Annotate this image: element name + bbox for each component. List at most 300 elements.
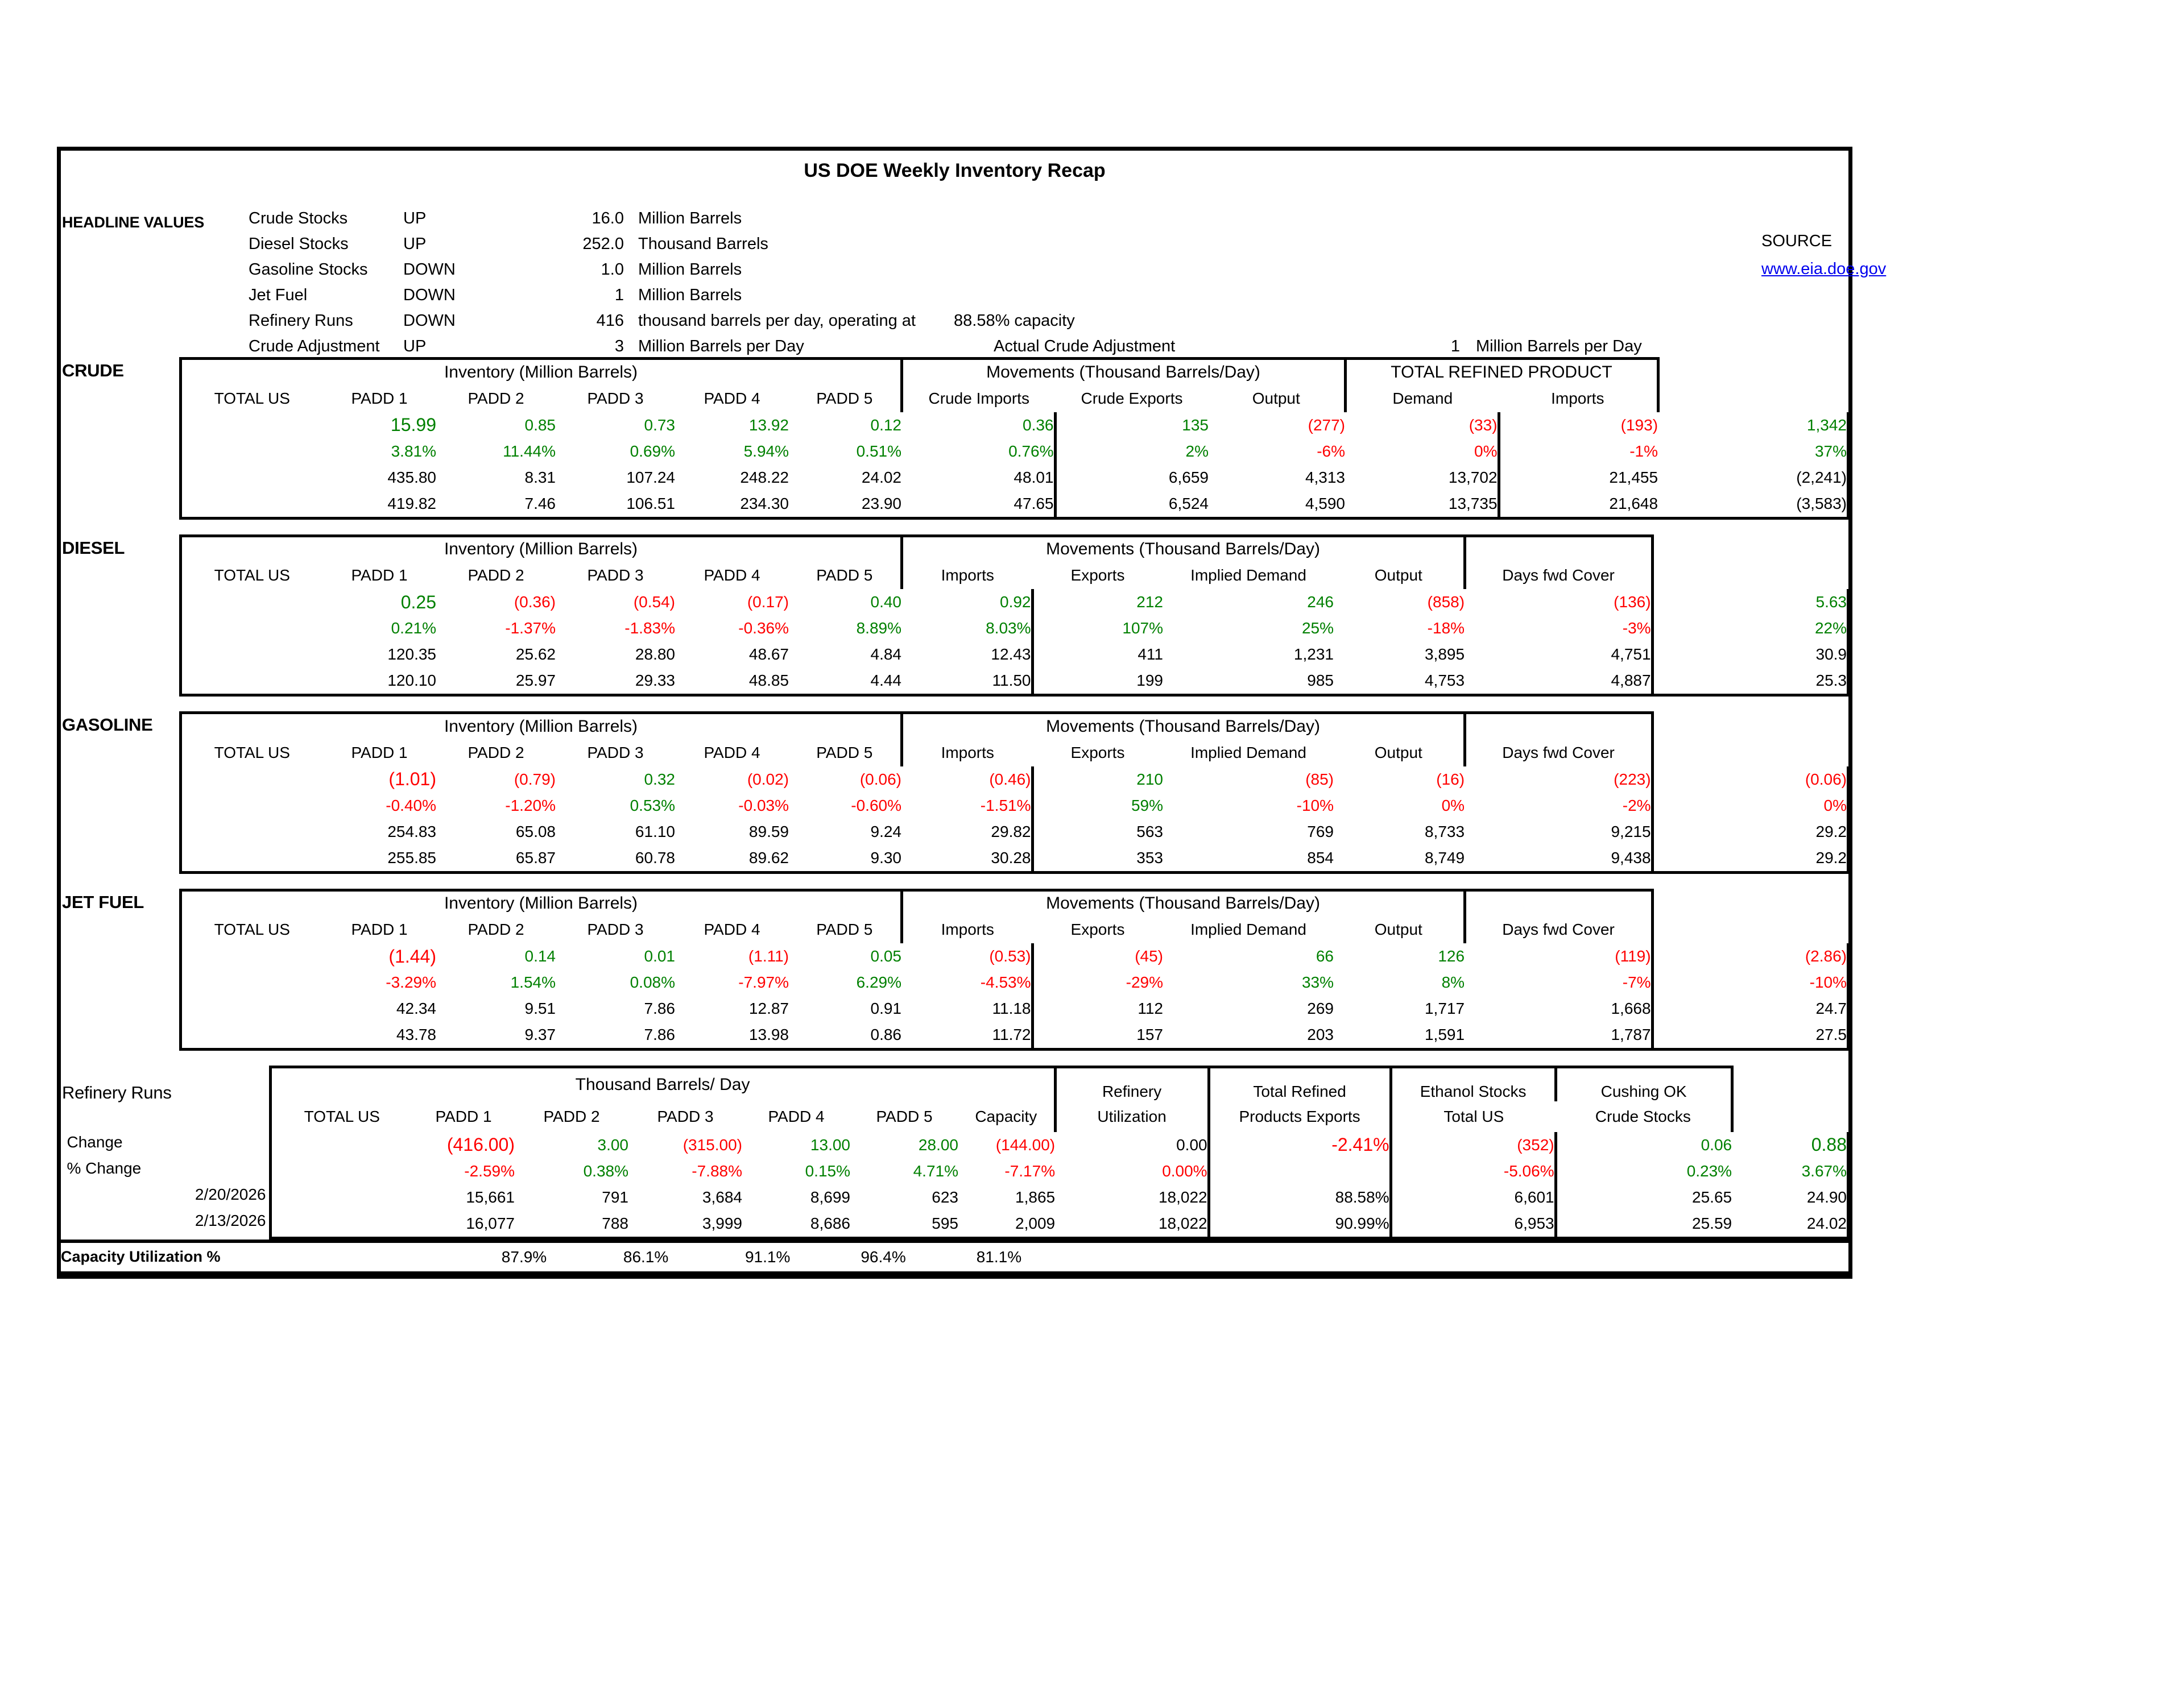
page-title: US DOE Weekly Inventory Recap — [804, 160, 1106, 181]
cell-refinery-change-capacity: 0.00 — [1176, 1135, 1207, 1154]
diesel-inventory-group-header: Inventory (Million Barrels) — [180, 536, 901, 562]
col-imports: Imports — [901, 562, 1032, 589]
headline-unit: Million Barrels per Day — [638, 337, 804, 355]
jetfuel-inventory-group-header: Inventory (Million Barrels) — [180, 890, 901, 916]
crude-change-row — [61, 412, 1848, 438]
cell-crude-change-padd3: 13.92 — [748, 416, 789, 434]
section-title-jet-fuel: JET FUEL — [62, 892, 144, 912]
cell-caputil-padd1: 87.9% — [501, 1247, 547, 1266]
refinery-table — [61, 1066, 1850, 1240]
jetfuel-change-row — [61, 943, 1848, 969]
col-output: Output — [1374, 743, 1422, 761]
cell-gasoline-pri-imports: 353 — [1032, 845, 1163, 873]
jetfuel-table — [61, 889, 1850, 1051]
refinery-runs-group-header: Thousand Barrels/ Day — [270, 1067, 1055, 1101]
cell-gasoline-change-total: (1.01) — [388, 769, 436, 789]
cell-diesel-change-padd4: 0.40 — [870, 593, 901, 611]
cell-crude-pri-demand: 21,648 — [1499, 491, 1658, 519]
jetfuel-column-header-row — [61, 916, 1848, 943]
gasoline-column-header-row — [61, 739, 1848, 766]
cell-jetfuel-pct-output: -7% — [1622, 973, 1651, 991]
cell-refinery-cur-exports: 6,601 — [1391, 1184, 1556, 1211]
cell-gasoline-pri-padd2: 60.78 — [556, 845, 675, 873]
cell-jetfuel-cur-imports: 112 — [1032, 996, 1163, 1022]
cell-diesel-pri-implied: 4,753 — [1334, 668, 1465, 695]
cell-gasoline-pct-implied: 0% — [1441, 796, 1465, 814]
col-crude-output: Output — [1252, 389, 1300, 407]
cell-gasoline-change-output: (223) — [1614, 770, 1651, 788]
headline-name: Refinery Runs — [249, 312, 353, 330]
cell-gasoline-cur-imports: 563 — [1032, 819, 1163, 845]
headline-value: 1.0 — [601, 260, 624, 279]
cell-crude-pri-padd2: 106.51 — [556, 491, 675, 519]
cell-jetfuel-pct-implied: 8% — [1441, 973, 1465, 991]
crude-pct-row — [61, 438, 1848, 465]
jetfuel-prior-row — [61, 1022, 1848, 1050]
cell-caputil-total — [285, 1241, 437, 1273]
cell-gasoline-pri-implied: 8,749 — [1334, 845, 1465, 873]
cell-diesel-pct-cover: 22% — [1652, 615, 1848, 641]
cell-gasoline-change-imports: 210 — [1032, 766, 1163, 793]
cell-diesel-change-implied: (858) — [1427, 593, 1465, 611]
cell-gasoline-pri-output: 9,438 — [1465, 845, 1652, 873]
cell-diesel-pri-imports: 199 — [1032, 668, 1163, 695]
cell-jetfuel-pri-total: 43.78 — [322, 1022, 436, 1050]
cell-refinery-pct-padd3: 0.15% — [805, 1162, 850, 1180]
cell-jetfuel-change-padd2: 0.01 — [644, 947, 675, 965]
headline-value: 1 — [614, 286, 624, 304]
cell-refinery-change-padd1: 3.00 — [597, 1135, 628, 1154]
cell-diesel-change-padd1: (0.36) — [514, 593, 556, 611]
gasoline-current-row — [61, 819, 1848, 845]
cell-diesel-change-total: 0.25 — [400, 591, 436, 612]
col-padd1: PADD 1 — [351, 389, 408, 407]
headline-name: Jet Fuel — [249, 286, 308, 304]
cell-gasoline-pri-padd3: 89.62 — [675, 845, 789, 873]
cell-crude-change-total: 15.99 — [390, 415, 436, 435]
cell-crude-pri-padd3: 234.30 — [675, 491, 789, 519]
col-total-us: TOTAL US — [180, 916, 322, 943]
cell-diesel-pri-exports: 985 — [1163, 668, 1334, 695]
cell-gasoline-pri-padd5: 30.28 — [901, 845, 1032, 873]
crude-current-row — [61, 465, 1848, 491]
col-padd4: PADD 4 — [704, 566, 760, 584]
cell-caputil-padd3: 91.1% — [744, 1247, 791, 1266]
cell-gasoline-pct-total: -0.40% — [386, 796, 436, 814]
col-padd5: PADD 5 — [816, 921, 873, 938]
gasoline-movements-group-header: Movements (Thousand Barrels/Day) — [901, 713, 1465, 739]
section-jet-fuel — [61, 889, 1848, 1051]
cell-jetfuel-pct-padd4: 6.29% — [856, 973, 901, 991]
cell-gasoline-pct-exports: -10% — [1296, 796, 1334, 814]
cell-diesel-pct-padd5: 8.03% — [986, 619, 1031, 637]
cell-gasoline-pct-padd3: -0.03% — [738, 796, 789, 814]
crude-group-header-row — [61, 359, 1848, 385]
cell-jetfuel-pri-implied: 1,591 — [1334, 1022, 1465, 1050]
col-padd3: PADD 3 — [587, 566, 644, 584]
cell-gasoline-change-padd5: (0.46) — [989, 770, 1031, 788]
cell-refinery-pri-padd2: 3,999 — [628, 1211, 742, 1238]
cell-crude-change-padd2: 0.73 — [644, 416, 675, 434]
cell-gasoline-change-exports: (85) — [1305, 770, 1334, 788]
cell-jetfuel-change-exports: 66 — [1316, 947, 1334, 965]
cell-gasoline-cur-padd3: 89.59 — [748, 822, 789, 840]
cell-refinery-cur-padd5: 1,865 — [1015, 1188, 1056, 1206]
crude-inventory-group-header: Inventory (Million Barrels) — [180, 359, 901, 385]
cell-refinery-change-total: (416.00) — [446, 1134, 515, 1155]
cell-caputil-blank-1 — [1125, 1241, 1289, 1273]
refinery-ethanol-header-line1: Ethanol Stocks — [1391, 1067, 1556, 1101]
cell-jetfuel-pct-total: -3.29% — [386, 973, 436, 991]
cell-crude-pri-total: 419.82 — [322, 491, 436, 519]
cell-crude-change-imports: 135 — [1055, 412, 1209, 438]
cell-crude-pct-refimports: 37% — [1658, 438, 1848, 465]
headline-values-block — [61, 192, 1887, 357]
cell-refinery-pct-exports: -5.06% — [1391, 1158, 1556, 1184]
refinery-cushing-header-line2: Crude Stocks — [1556, 1101, 1732, 1132]
col-crude-imports: Crude Imports — [901, 385, 1055, 412]
gasoline-change-row — [61, 766, 1848, 793]
cell-diesel-pri-total: 120.10 — [322, 668, 436, 695]
cell-refinery-pri-cushing: 24.02 — [1732, 1211, 1848, 1238]
cell-caputil-padd2: 86.1% — [623, 1247, 669, 1266]
headline-direction: UP — [403, 337, 427, 355]
cell-crude-change-output: (33) — [1469, 416, 1498, 434]
col-padd2: PADD 2 — [468, 921, 524, 938]
cell-diesel-change-imports: 212 — [1032, 589, 1163, 615]
diesel-group-header-row — [61, 536, 1848, 562]
cell-diesel-pri-output: 4,887 — [1465, 668, 1652, 695]
cell-crude-cur-total: 435.80 — [387, 468, 436, 486]
col-imports: Imports — [901, 739, 1032, 766]
cell-jetfuel-change-padd3: (1.11) — [748, 947, 789, 965]
headline-name: Crude Stocks — [249, 209, 348, 227]
cell-crude-cur-padd1: 8.31 — [524, 468, 556, 486]
cell-jetfuel-pct-cover: -10% — [1652, 969, 1848, 996]
cell-gasoline-pct-padd4: -0.60% — [851, 796, 901, 814]
cell-refinery-change-padd5: (144.00) — [995, 1135, 1056, 1154]
cell-refinery-change-padd3: 13.00 — [810, 1135, 850, 1154]
actual-crude-adjustment-label: Actual Crude Adjustment — [994, 337, 1176, 355]
cell-crude-cur-padd2: 107.24 — [626, 468, 675, 486]
cell-refinery-change-ethanol: 0.06 — [1556, 1132, 1732, 1158]
cell-caputil-blank-4 — [1661, 1241, 1850, 1273]
cell-gasoline-change-padd1: (0.79) — [514, 770, 556, 788]
cell-diesel-pct-padd3: -0.36% — [738, 619, 789, 637]
diesel-prior-row — [61, 668, 1848, 695]
cell-jetfuel-cur-padd3: 12.87 — [748, 1000, 789, 1017]
headline-name: Gasoline Stocks — [249, 260, 368, 279]
cell-crude-pri-exports: 4,590 — [1209, 491, 1345, 519]
section-title-crude: CRUDE — [62, 360, 124, 380]
cell-jetfuel-change-padd4: 0.05 — [870, 947, 901, 965]
cell-diesel-pct-padd4: 8.89% — [856, 619, 901, 637]
section-crude — [61, 357, 1848, 520]
diesel-column-header-row — [61, 562, 1848, 589]
diesel-current-row — [61, 641, 1848, 668]
cell-diesel-cur-padd2: 28.80 — [635, 645, 675, 663]
headline-direction: DOWN — [403, 260, 456, 279]
diesel-pct-row — [61, 615, 1848, 641]
cell-gasoline-pct-imports: 59% — [1032, 793, 1163, 819]
gasoline-inventory-group-header: Inventory (Million Barrels) — [180, 713, 901, 739]
col-imports: Imports — [901, 916, 1032, 943]
cell-diesel-cur-exports: 1,231 — [1293, 645, 1334, 663]
col-total-us: TOTAL US — [180, 562, 322, 589]
cell-refinery-cur-padd2: 3,684 — [702, 1188, 742, 1206]
cell-jetfuel-pri-padd4: 0.86 — [789, 1022, 901, 1050]
col-padd2: PADD 2 — [543, 1107, 600, 1125]
cell-refinery-change-padd2: (315.00) — [682, 1135, 742, 1154]
cell-diesel-pct-imports: 107% — [1032, 615, 1163, 641]
cell-crude-pct-padd2: 0.69% — [630, 442, 675, 460]
cell-refinery-cur-padd4: 623 — [932, 1188, 958, 1206]
cell-jetfuel-change-total: (1.44) — [388, 946, 436, 967]
col-padd5: PADD 5 — [816, 566, 873, 584]
gasoline-prior-row — [61, 845, 1848, 873]
cell-refinery-cur-ethanol: 25.65 — [1556, 1184, 1732, 1211]
headline-direction: UP — [403, 235, 427, 253]
cell-gasoline-pct-padd5: -1.51% — [980, 796, 1031, 814]
cell-jetfuel-pct-padd3: -7.97% — [738, 973, 789, 991]
cell-crude-pri-imports: 6,524 — [1055, 491, 1209, 519]
cell-jetfuel-pct-imports: -29% — [1032, 969, 1163, 996]
cell-crude-pri-padd5: 47.65 — [901, 491, 1055, 519]
headline-value: 3 — [614, 337, 624, 355]
actual-crude-adjustment-unit: Million Barrels per Day — [1476, 337, 1642, 355]
headline-value: 252.0 — [582, 235, 624, 253]
cell-caputil-padd5: 81.1% — [976, 1247, 1022, 1266]
col-padd5: PADD 5 — [816, 743, 873, 761]
cell-caputil-capacity — [1021, 1241, 1125, 1273]
cell-refinery-cur-total: 15,661 — [466, 1188, 515, 1206]
cell-crude-change-padd4: 0.12 — [870, 416, 901, 434]
cell-refinery-pri-padd5: 2,009 — [958, 1211, 1055, 1238]
cell-jetfuel-change-cover: (2.86) — [1652, 943, 1848, 969]
cell-diesel-pct-total: 0.21% — [391, 619, 436, 637]
crude-refined-group-header: TOTAL REFINED PRODUCT — [1345, 359, 1658, 385]
col-days-fwd-cover: Days fwd Cover — [1465, 562, 1652, 589]
cell-gasoline-pct-padd2: 0.53% — [630, 796, 675, 814]
col-padd1: PADD 1 — [351, 743, 408, 761]
cell-refinery-pct-padd2: -7.88% — [692, 1162, 742, 1180]
cell-jetfuel-pct-exports: 33% — [1301, 973, 1334, 991]
col-crude-exports: Crude Exports — [1081, 389, 1183, 407]
cell-crude-cur-demand: 21,455 — [1499, 465, 1658, 491]
cell-diesel-pct-exports: 25% — [1301, 619, 1334, 637]
cell-crude-pct-demand: -1% — [1499, 438, 1658, 465]
cell-refinery-cur-cushing: 24.90 — [1732, 1184, 1848, 1211]
cell-refinery-pri-exports: 6,953 — [1391, 1211, 1556, 1238]
cell-jetfuel-pri-imports: 157 — [1032, 1022, 1163, 1050]
cell-crude-pri-padd4: 23.90 — [789, 491, 901, 519]
cell-diesel-cur-padd4: 4.84 — [870, 645, 901, 663]
cell-caputil-blank-2 — [1289, 1241, 1484, 1273]
diesel-table — [61, 534, 1850, 697]
report-sheet — [57, 147, 1887, 1279]
cell-crude-pct-total: 3.81% — [391, 442, 436, 460]
headline-name: Crude Adjustment — [249, 337, 380, 355]
jetfuel-group-header-row — [61, 890, 1848, 916]
cell-crude-change-refimports: 1,342 — [1658, 412, 1848, 438]
headline-unit: Million Barrels — [638, 286, 742, 304]
cell-refinery-pri-ethanol: 25.59 — [1556, 1211, 1732, 1238]
headline-direction: UP — [403, 209, 427, 227]
cell-refinery-cur-padd3: 8,699 — [810, 1188, 850, 1206]
cell-jetfuel-pct-padd1: 1.54% — [510, 973, 556, 991]
col-padd1: PADD 1 — [351, 921, 408, 938]
cell-diesel-pri-padd2: 29.33 — [556, 668, 675, 695]
refinery-ethanol-header-line2: Total US — [1391, 1101, 1556, 1132]
headline-unit: Thousand Barrels — [638, 235, 768, 253]
col-padd3: PADD 3 — [657, 1107, 714, 1125]
refinery-change-row — [61, 1132, 1848, 1158]
col-output: Output — [1374, 921, 1422, 938]
cell-crude-change-exports: (277) — [1308, 416, 1346, 434]
cell-refinery-pri-padd3: 8,686 — [742, 1211, 850, 1238]
cell-crude-pct-output: 0% — [1474, 442, 1498, 460]
col-padd3: PADD 3 — [587, 389, 644, 407]
crude-table — [61, 357, 1850, 520]
crude-column-header-row — [61, 385, 1848, 412]
section-diesel — [61, 534, 1848, 697]
cell-diesel-pri-padd3: 48.85 — [675, 668, 789, 695]
cell-diesel-change-exports: 246 — [1307, 593, 1334, 611]
cell-diesel-cur-padd3: 48.67 — [748, 645, 789, 663]
col-output: Output — [1374, 566, 1422, 584]
cell-crude-pct-padd5: 0.76% — [1008, 442, 1054, 460]
cell-diesel-cur-implied: 3,895 — [1424, 645, 1465, 663]
jetfuel-current-row — [61, 996, 1848, 1022]
cell-jetfuel-change-padd5: (0.53) — [989, 947, 1031, 965]
diesel-movements-group-header: Movements (Thousand Barrels/Day) — [901, 536, 1465, 562]
cell-crude-cur-refimports: (2,241) — [1658, 465, 1848, 491]
refinery-cushing-header-line1: Cushing OK — [1556, 1067, 1732, 1101]
cell-gasoline-cur-padd5: 29.82 — [991, 822, 1031, 840]
cell-refinery-pct-padd4: 4.71% — [913, 1162, 958, 1180]
gasoline-pct-row — [61, 793, 1848, 819]
cell-crude-change-padd1: 0.85 — [524, 416, 556, 434]
diesel-change-row — [61, 589, 1848, 615]
cell-crude-change-padd5: 0.36 — [1023, 416, 1054, 434]
cell-refinery-change-cushing: 0.88 — [1732, 1132, 1848, 1158]
cell-diesel-pri-padd4: 4.44 — [789, 668, 901, 695]
headline-values-label: HEADLINE VALUES — [62, 214, 205, 231]
cell-diesel-pri-cover: 25.3 — [1652, 668, 1848, 695]
cell-gasoline-change-cover: (0.06) — [1652, 766, 1848, 793]
cell-gasoline-cur-exports: 769 — [1307, 822, 1334, 840]
cell-crude-pri-output: 13,735 — [1345, 491, 1499, 519]
cell-jetfuel-change-padd1: 0.14 — [524, 947, 556, 965]
cell-refinery-pct-total: -2.59% — [464, 1162, 515, 1180]
refinery-pct-row — [61, 1158, 1848, 1184]
col-padd3: PADD 3 — [587, 921, 644, 938]
col-days-fwd-cover: Days fwd Cover — [1465, 916, 1652, 943]
refinery-exports-header-line1: Total Refined — [1209, 1067, 1391, 1101]
row-label-pct-change: % Change — [67, 1159, 142, 1177]
col-total-us: TOTAL US — [180, 739, 322, 766]
cell-gasoline-pri-total: 255.85 — [322, 845, 436, 873]
cell-diesel-cur-imports: 411 — [1032, 641, 1163, 668]
cell-caputil-blank-3 — [1484, 1241, 1661, 1273]
gasoline-table — [61, 711, 1850, 874]
col-padd5: PADD 5 — [876, 1107, 933, 1125]
cell-refinery-change-exports: (352) — [1391, 1132, 1556, 1158]
cell-gasoline-change-padd3: (0.02) — [747, 770, 789, 788]
cell-crude-cur-output: 13,702 — [1448, 468, 1498, 486]
section-title-gasoline: GASOLINE — [62, 715, 153, 735]
cell-jetfuel-cur-padd2: 7.86 — [644, 1000, 675, 1017]
section-gasoline — [61, 711, 1848, 874]
cell-refinery-cur-utilization: 88.58% — [1209, 1184, 1391, 1211]
section-title-diesel: DIESEL — [62, 537, 125, 558]
cell-refinery-pct-padd5: -7.17% — [1004, 1162, 1056, 1180]
col-padd5: PADD 5 — [816, 389, 873, 407]
cell-crude-cur-padd4: 24.02 — [861, 468, 901, 486]
jetfuel-pct-row — [61, 969, 1848, 996]
cell-refinery-pri-total: 16,077 — [412, 1211, 515, 1238]
col-padd4: PADD 4 — [704, 389, 760, 407]
cell-jetfuel-pri-padd1: 9.37 — [436, 1022, 556, 1050]
col-exports: Exports — [1070, 566, 1125, 584]
cell-refinery-pct-padd1: 0.38% — [583, 1162, 628, 1180]
col-exports: Exports — [1070, 921, 1125, 938]
cell-crude-cur-padd3: 248.22 — [740, 468, 789, 486]
crude-prior-row — [61, 491, 1848, 519]
source-link[interactable]: www.eia.doe.gov — [1761, 260, 1887, 278]
cell-diesel-pct-implied: -18% — [1427, 619, 1465, 637]
cell-gasoline-pri-cover: 29.2 — [1652, 845, 1848, 873]
cell-gasoline-pct-padd1: -1.20% — [505, 796, 556, 814]
cell-gasoline-change-implied: (16) — [1436, 770, 1465, 788]
headline-unit: Million Barrels — [638, 260, 742, 279]
cell-refinery-pct-utilization — [1209, 1158, 1391, 1184]
source-label: SOURCE — [1761, 232, 1833, 250]
cell-jetfuel-pct-padd2: 0.08% — [630, 973, 675, 991]
cell-diesel-change-padd3: (0.17) — [747, 593, 789, 611]
cell-gasoline-cur-padd4: 9.24 — [870, 822, 901, 840]
headline-value: 416 — [596, 312, 624, 330]
col-implied-demand: Implied Demand — [1190, 921, 1306, 938]
cell-refinery-change-padd4: 28.00 — [918, 1135, 958, 1154]
cell-jetfuel-pri-padd5: 11.72 — [901, 1022, 1032, 1050]
cell-diesel-change-padd5: 0.92 — [1000, 593, 1031, 611]
cell-crude-pri-padd1: 7.46 — [436, 491, 556, 519]
cell-diesel-change-padd2: (0.54) — [633, 593, 675, 611]
cell-gasoline-cur-total: 254.83 — [387, 822, 436, 840]
refinery-utilization-header-line2: Utilization — [1055, 1101, 1209, 1132]
cell-diesel-pri-padd5: 11.50 — [901, 668, 1032, 695]
col-padd2: PADD 2 — [468, 743, 524, 761]
cell-gasoline-pri-exports: 854 — [1163, 845, 1334, 873]
cell-refinery-pri-capacity: 18,022 — [1055, 1211, 1209, 1238]
col-padd4: PADD 4 — [768, 1107, 825, 1125]
cell-refinery-cur-capacity: 18,022 — [1158, 1188, 1207, 1206]
cell-gasoline-pri-padd4: 9.30 — [789, 845, 901, 873]
col-padd4: PADD 4 — [704, 743, 760, 761]
cell-diesel-change-output: (136) — [1614, 593, 1651, 611]
cell-refinery-change-utilization: -2.41% — [1209, 1132, 1391, 1158]
cell-jetfuel-cur-output: 1,668 — [1611, 1000, 1651, 1017]
cell-diesel-cur-total: 120.35 — [387, 645, 436, 663]
cell-jetfuel-change-implied: 126 — [1438, 947, 1465, 965]
row-label-date-current: 2/20/2026 — [195, 1185, 266, 1203]
cell-crude-pct-padd1: 11.44% — [503, 442, 556, 460]
cell-gasoline-cur-output: 9,215 — [1611, 822, 1651, 840]
capacity-utilization-label: Capacity Utilization % — [61, 1248, 221, 1265]
cell-gasoline-pct-output: -2% — [1622, 796, 1651, 814]
col-padd4: PADD 4 — [704, 921, 760, 938]
